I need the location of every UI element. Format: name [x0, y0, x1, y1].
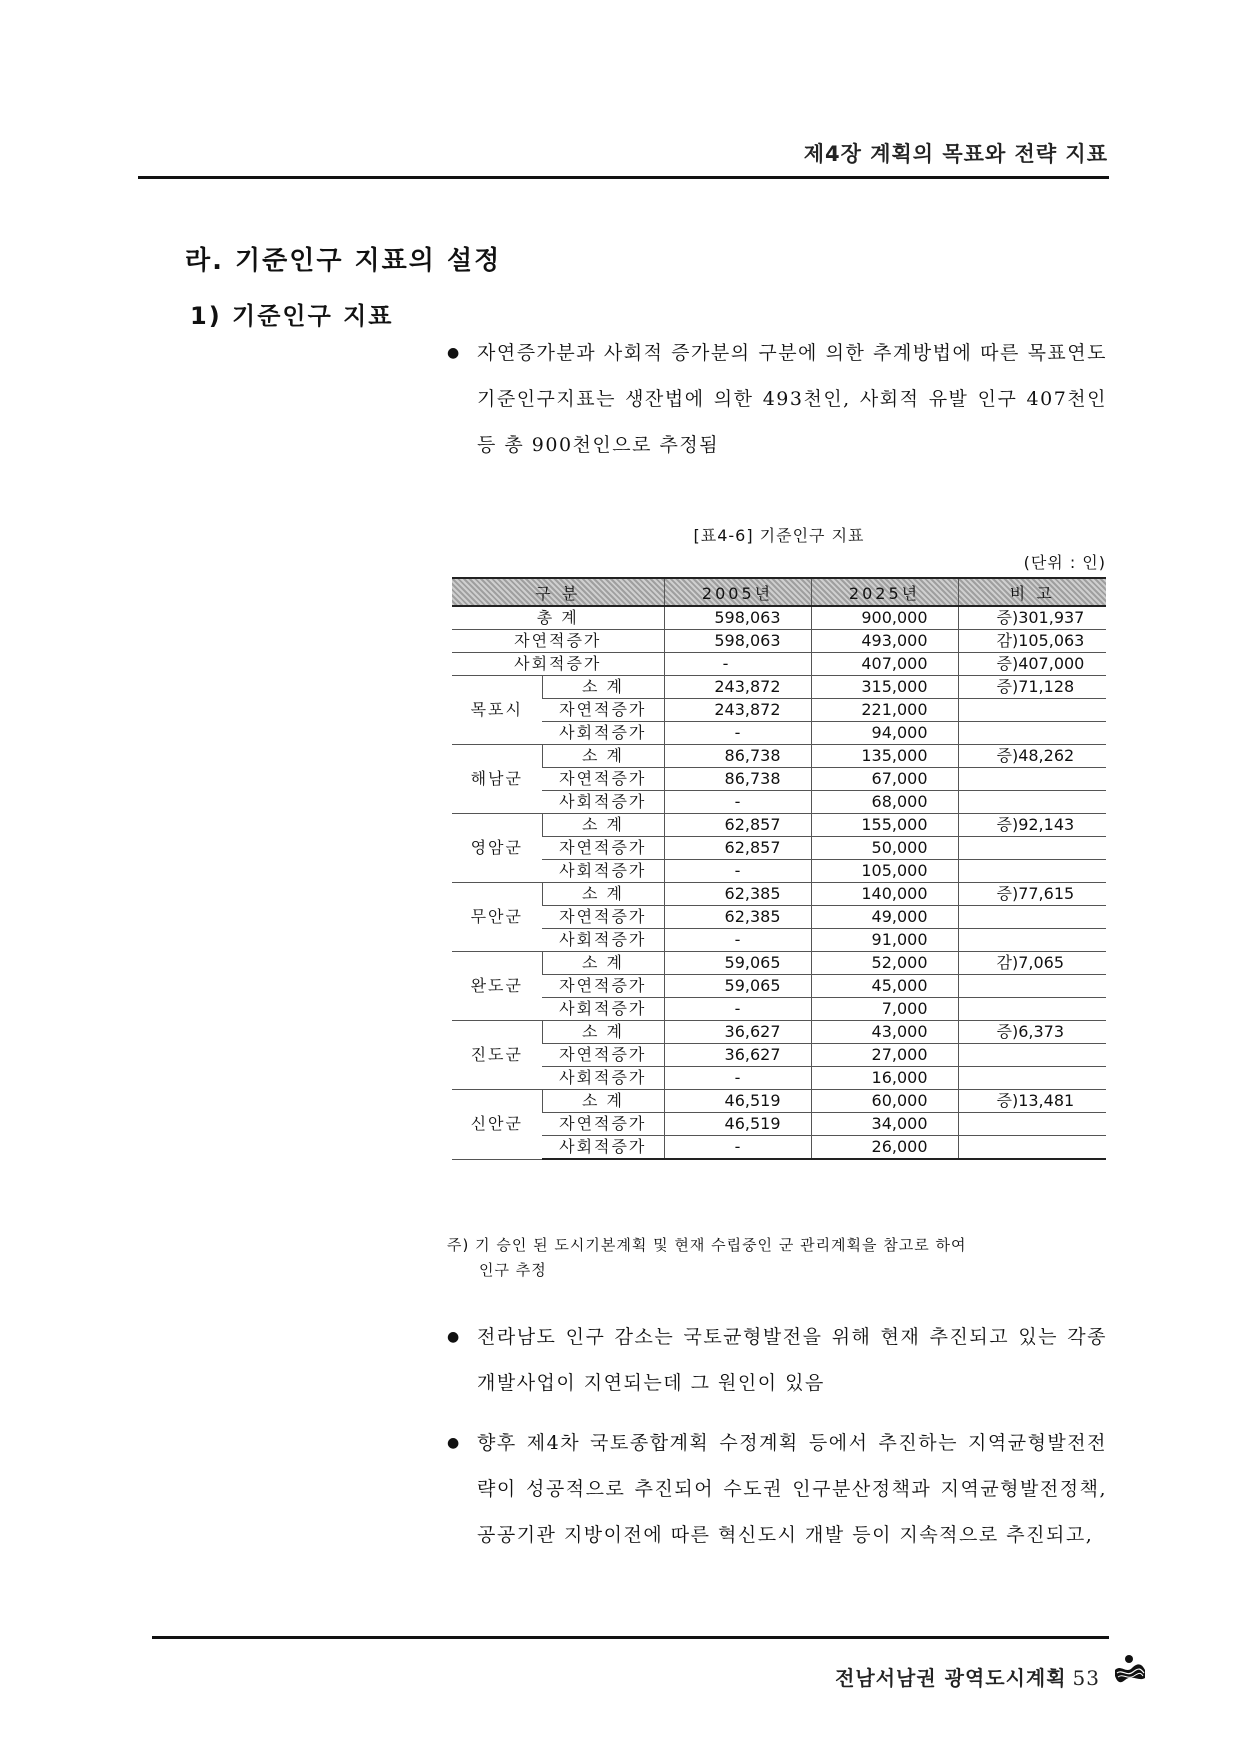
- table-row: [452, 1113, 1106, 1136]
- row-label: 사회적증가: [542, 1136, 664, 1160]
- table-row: [452, 676, 1106, 699]
- value-2005: 243,872: [664, 699, 811, 722]
- row-label: 소 계: [542, 1090, 664, 1113]
- row-label: 사회적증가: [542, 929, 664, 952]
- table-caption: [표4-6] 기준인구 지표: [693, 526, 865, 545]
- row-label: 소 계: [542, 814, 664, 837]
- value-2005: -: [664, 791, 811, 814]
- row-label: 사회적증가: [542, 998, 664, 1021]
- remark: 증)301,937: [958, 606, 1106, 630]
- table-row: [452, 1021, 1106, 1044]
- value-2005: 59,065: [664, 975, 811, 998]
- remark: [958, 768, 1106, 791]
- table-row: [452, 837, 1106, 860]
- value-2025: 7,000: [811, 998, 958, 1021]
- header-rule: [138, 176, 1109, 179]
- value-2025: 900,000: [811, 606, 958, 630]
- value-2005: 86,738: [664, 745, 811, 768]
- value-2025: 68,000: [811, 791, 958, 814]
- table-row: [452, 814, 1106, 837]
- remark: [958, 998, 1106, 1021]
- value-2025: 135,000: [811, 745, 958, 768]
- footer: [835, 1662, 1100, 1691]
- header-remark: 비 고: [958, 578, 1106, 606]
- remark: [958, 837, 1106, 860]
- paragraph-2: [447, 1314, 1107, 1406]
- value-2005: 86,738: [664, 768, 811, 791]
- remark: 증)77,615: [958, 883, 1106, 906]
- table-header-row: [452, 578, 1106, 606]
- remark: [958, 1113, 1106, 1136]
- value-2025: 49,000: [811, 906, 958, 929]
- table-row: [452, 1090, 1106, 1113]
- value-2025: 493,000: [811, 630, 958, 653]
- value-2025: 94,000: [811, 722, 958, 745]
- row-label: 자연적증가: [542, 699, 664, 722]
- remark: 감)7,065: [958, 952, 1106, 975]
- remark: [958, 860, 1106, 883]
- row-label: 사회적증가: [542, 722, 664, 745]
- row-label: 총 계: [452, 606, 664, 630]
- value-2005: 243,872: [664, 676, 811, 699]
- value-2005: -: [664, 998, 811, 1021]
- value-2025: 221,000: [811, 699, 958, 722]
- table-row: [452, 1136, 1106, 1160]
- row-label: 소 계: [542, 883, 664, 906]
- note-line-1: 주) 기 승인 된 도시기본계획 및 현재 수립중인 군 관리계획을 참고로 하여: [447, 1236, 967, 1254]
- row-label: 사회적증가: [542, 791, 664, 814]
- region-name: 목포시: [452, 676, 542, 745]
- value-2025: 60,000: [811, 1090, 958, 1113]
- table-unit: (단위 : 인): [1023, 553, 1106, 572]
- value-2005: 62,857: [664, 814, 811, 837]
- table-row: [452, 722, 1106, 745]
- row-label: 자연적증가: [542, 837, 664, 860]
- row-label: 자연적증가: [542, 1044, 664, 1067]
- value-2025: 52,000: [811, 952, 958, 975]
- table-row: [452, 745, 1106, 768]
- table-row: [452, 906, 1106, 929]
- table-row: [452, 998, 1106, 1021]
- row-label: 사회적증가: [452, 653, 664, 676]
- remark: [958, 699, 1106, 722]
- remark: 증)6,373: [958, 1021, 1106, 1044]
- bullet-icon: ●: [447, 345, 461, 361]
- table-note: [447, 1233, 1107, 1283]
- row-label: 자연적증가: [542, 906, 664, 929]
- table-row: [452, 653, 1106, 676]
- row-label: 자연적증가: [542, 975, 664, 998]
- region-name: 해남군: [452, 745, 542, 814]
- value-2005: 62,385: [664, 883, 811, 906]
- value-2025: 105,000: [811, 860, 958, 883]
- region-name: 완도군: [452, 952, 542, 1021]
- value-2005: -: [664, 1067, 811, 1090]
- population-table: [452, 577, 1106, 1160]
- table-row: [452, 1067, 1106, 1090]
- remark: [958, 791, 1106, 814]
- value-2005: -: [664, 722, 811, 745]
- value-2025: 34,000: [811, 1113, 958, 1136]
- remark: [958, 975, 1106, 998]
- remark: 증)407,000: [958, 653, 1106, 676]
- region-name: 무안군: [452, 883, 542, 952]
- table-row: [452, 883, 1106, 906]
- value-2005: -: [664, 653, 811, 676]
- value-2005: 46,519: [664, 1113, 811, 1136]
- header-category: 구 분: [452, 578, 664, 606]
- value-2005: 62,385: [664, 906, 811, 929]
- value-2005: 62,857: [664, 837, 811, 860]
- remark: 증)71,128: [958, 676, 1106, 699]
- value-2005: 36,627: [664, 1044, 811, 1067]
- wave-logo-icon: [1112, 1652, 1148, 1688]
- remark: [958, 906, 1106, 929]
- table-row: [452, 975, 1106, 998]
- paragraph-3: [447, 1420, 1107, 1558]
- section-title: 라. 기준인구 지표의 설정: [185, 246, 502, 276]
- table-row: [452, 929, 1106, 952]
- value-2025: 407,000: [811, 653, 958, 676]
- value-2005: 598,063: [664, 630, 811, 653]
- value-2025: 91,000: [811, 929, 958, 952]
- footer-rule: [152, 1636, 1109, 1639]
- remark: [958, 722, 1106, 745]
- remark: 증)92,143: [958, 814, 1106, 837]
- value-2005: -: [664, 860, 811, 883]
- value-2005: -: [664, 929, 811, 952]
- value-2025: 26,000: [811, 1136, 958, 1160]
- bullet-icon: ●: [447, 1329, 461, 1345]
- remark: 증)48,262: [958, 745, 1106, 768]
- value-2025: 140,000: [811, 883, 958, 906]
- value-2005: 46,519: [664, 1090, 811, 1113]
- remark: [958, 1067, 1106, 1090]
- table-row: [452, 952, 1106, 975]
- table-row: [452, 699, 1106, 722]
- value-2005: -: [664, 1136, 811, 1160]
- row-label: 자연적증가: [542, 768, 664, 791]
- remark: 증)13,481: [958, 1090, 1106, 1113]
- row-label: 소 계: [542, 1021, 664, 1044]
- header-2005: 2005년: [664, 578, 811, 606]
- row-label: 사회적증가: [542, 1067, 664, 1090]
- value-2025: 16,000: [811, 1067, 958, 1090]
- table-row: [452, 606, 1106, 630]
- row-label: 사회적증가: [542, 860, 664, 883]
- value-2025: 155,000: [811, 814, 958, 837]
- page-number: 53: [1072, 1666, 1100, 1690]
- row-label: 소 계: [542, 745, 664, 768]
- row-label: 소 계: [542, 676, 664, 699]
- remark: [958, 1044, 1106, 1067]
- value-2025: 50,000: [811, 837, 958, 860]
- row-label: 자연적증가: [452, 630, 664, 653]
- paragraph-1: [447, 330, 1107, 468]
- bullet-icon: ●: [447, 1435, 461, 1451]
- paragraph-text: 전라남도 인구 감소는 국토균형발전을 위해 현재 추진되고 있는 각종 개발사업이 지연되는데 그 원인이 있음: [477, 1326, 1107, 1394]
- row-label: 자연적증가: [542, 1113, 664, 1136]
- table-row: [452, 768, 1106, 791]
- table-row: [452, 860, 1106, 883]
- value-2005: 36,627: [664, 1021, 811, 1044]
- row-label: 소 계: [542, 952, 664, 975]
- paragraph-text: 자연증가분과 사회적 증가분의 구분에 의한 추계방법에 따른 목표연도 기준인구지표는 생잔법에 의한 493천인, 사회적 유발 인구 407천인 등 총 900천인으로 추정됨: [477, 342, 1107, 456]
- region-name: 신안군: [452, 1090, 542, 1160]
- table-row: [452, 1044, 1106, 1067]
- value-2025: 45,000: [811, 975, 958, 998]
- value-2025: 27,000: [811, 1044, 958, 1067]
- table-row: [452, 791, 1106, 814]
- remark: [958, 929, 1106, 952]
- footer-title: 전남서남권 광역도시계획: [835, 1666, 1067, 1690]
- value-2025: 43,000: [811, 1021, 958, 1044]
- region-name: 영암군: [452, 814, 542, 883]
- remark: [958, 1136, 1106, 1160]
- value-2025: 67,000: [811, 768, 958, 791]
- subsection-title: 1) 기준인구 지표: [190, 302, 394, 330]
- note-line-2: 인구 추정: [479, 1261, 547, 1279]
- paragraph-text: 향후 제4차 국토종합계획 수정계획 등에서 추진하는 지역균형발전전략이 성공적으로 추진되어 수도권 인구분산정책과 지역균형발전정책, 공공기관 지방이전에 따른 혁신도시 개발 등이 지속적으로 추진되고,: [477, 1432, 1107, 1546]
- remark: 감)105,063: [958, 630, 1106, 653]
- value-2005: 59,065: [664, 952, 811, 975]
- header-2025: 2025년: [811, 578, 958, 606]
- value-2025: 315,000: [811, 676, 958, 699]
- running-header: 제4장 계획의 목표와 전략 지표: [803, 142, 1108, 166]
- value-2005: 598,063: [664, 606, 811, 630]
- region-name: 진도군: [452, 1021, 542, 1090]
- table-row: [452, 630, 1106, 653]
